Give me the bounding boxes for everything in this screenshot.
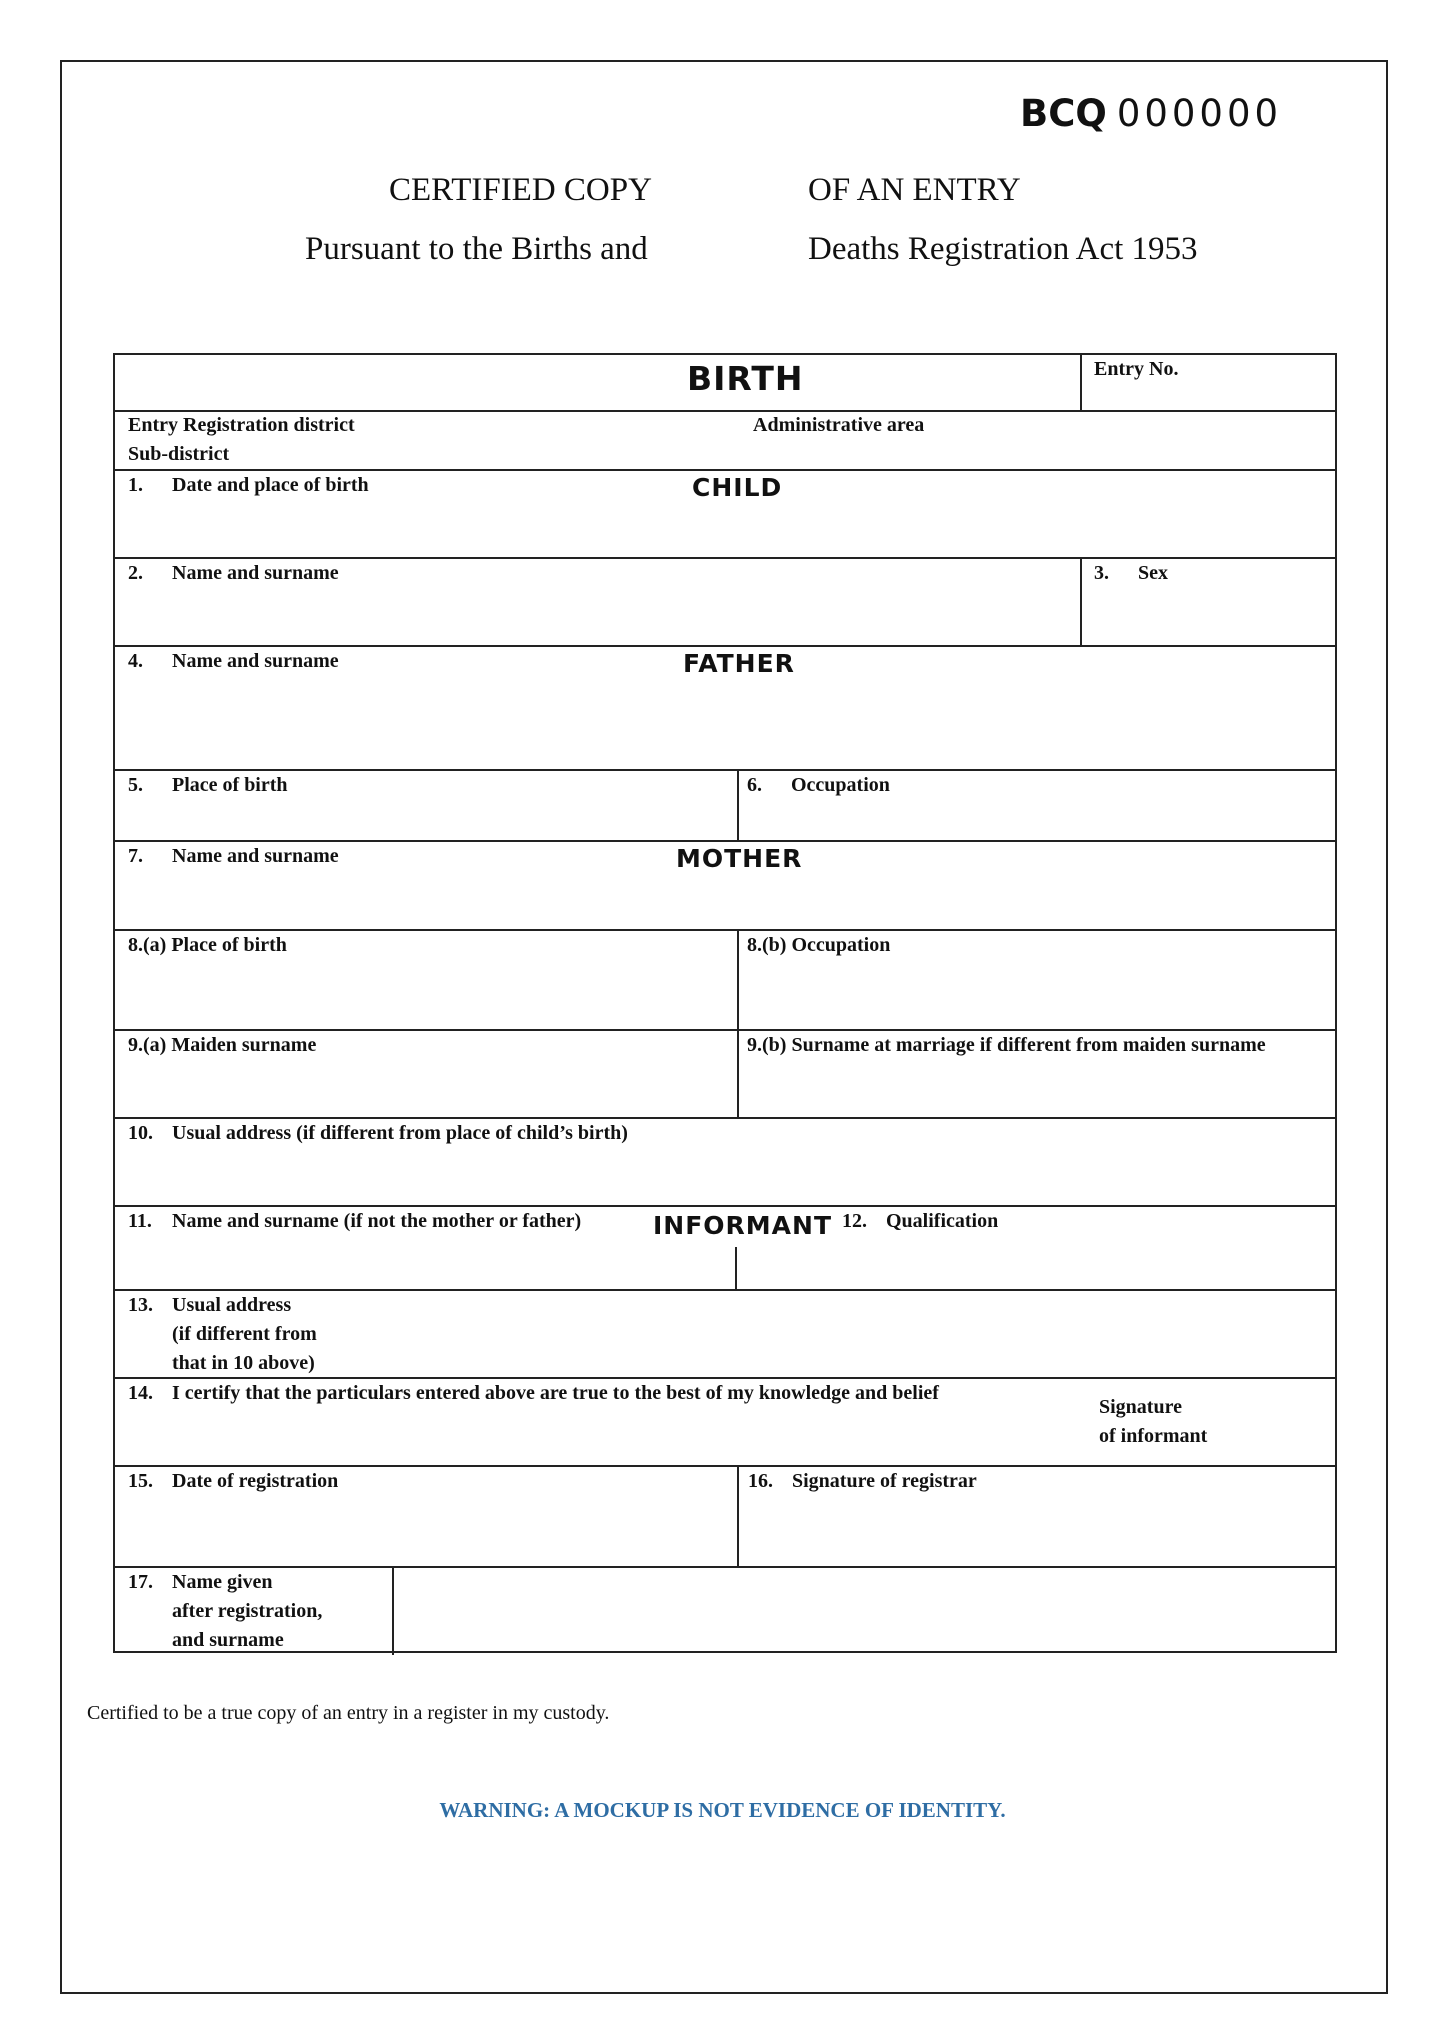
rule bbox=[115, 769, 1335, 771]
field-3-label: 3. Sex bbox=[1094, 562, 1168, 584]
serial-digits: 000000 bbox=[1116, 92, 1283, 135]
form-title: BIRTH bbox=[687, 359, 804, 398]
field-8a-label: 8.(a) Place of birth bbox=[128, 934, 287, 956]
subtitle-left: Pursuant to the Births and bbox=[305, 231, 648, 267]
field-9b-label: 9.(b) Surname at marriage if different from maiden surname bbox=[747, 1034, 1266, 1056]
section-father: FATHER bbox=[683, 649, 795, 678]
rule bbox=[735, 1247, 737, 1289]
field-10-label: 10. Usual address (if different from place of child’s birth) bbox=[128, 1122, 628, 1144]
birth-entry-form bbox=[113, 353, 1337, 1653]
rule bbox=[737, 769, 739, 840]
warning-text: WARNING: A MOCKUP IS NOT EVIDENCE OF IDENTITY. bbox=[439, 1798, 1006, 1822]
field-14-label: 14. I certify that the particulars entered above are true to the best of my knowledge and belief bbox=[128, 1382, 939, 1404]
field-15-label: 15. Date of registration bbox=[128, 1470, 339, 1492]
title-left: CERTIFIED COPY bbox=[389, 172, 652, 208]
subtitle-right: Deaths Registration Act 1953 bbox=[808, 231, 1198, 267]
field-11-label: 11. Name and surname (if not the mother or father) bbox=[128, 1210, 582, 1232]
field-16-label: 16. Signature of registrar bbox=[748, 1470, 977, 1492]
rule bbox=[737, 1465, 739, 1566]
serial-prefix: BCQ bbox=[1020, 92, 1107, 135]
field-9a-label: 9.(a) Maiden surname bbox=[128, 1034, 317, 1056]
certification-note: Certified to be a true copy of an entry in a register in my custody. bbox=[87, 1702, 610, 1724]
rule bbox=[392, 1566, 394, 1655]
field-12-label: 12. Qualification bbox=[842, 1210, 999, 1232]
field-8b-label: 8.(b) Occupation bbox=[747, 934, 891, 956]
field-5-label: 5. Place of birth bbox=[128, 774, 288, 796]
field-1-label: 1. Date and place of birth bbox=[128, 474, 369, 496]
rule bbox=[737, 929, 739, 1117]
section-child: CHILD bbox=[692, 473, 783, 502]
entry-no-label: Entry No. bbox=[1094, 358, 1179, 380]
sub-district-label: Sub-district bbox=[128, 443, 230, 465]
rule bbox=[115, 929, 1335, 931]
field-2-label: 2. Name and surname bbox=[128, 562, 339, 584]
rule bbox=[1080, 557, 1082, 645]
registration-district-label: Entry Registration district bbox=[128, 414, 355, 436]
field-13-label: 13. Usual address (if different from that in 10 above) bbox=[128, 1294, 317, 1374]
rule bbox=[1080, 355, 1082, 410]
administrative-area-label: Administrative area bbox=[753, 414, 925, 436]
section-mother: MOTHER bbox=[676, 844, 803, 873]
title-right: OF AN ENTRY bbox=[808, 172, 1021, 208]
section-informant: INFORMANT bbox=[653, 1211, 833, 1240]
informant-signature-label: Signature of informant bbox=[1099, 1396, 1208, 1447]
serial-number bbox=[1020, 92, 1282, 135]
field-6-label: 6. Occupation bbox=[747, 774, 890, 796]
field-4-label: 4. Name and surname bbox=[128, 650, 339, 672]
field-17-label: 17. Name given after registration, and surname bbox=[128, 1571, 323, 1651]
field-7-label: 7. Name and surname bbox=[128, 845, 339, 867]
